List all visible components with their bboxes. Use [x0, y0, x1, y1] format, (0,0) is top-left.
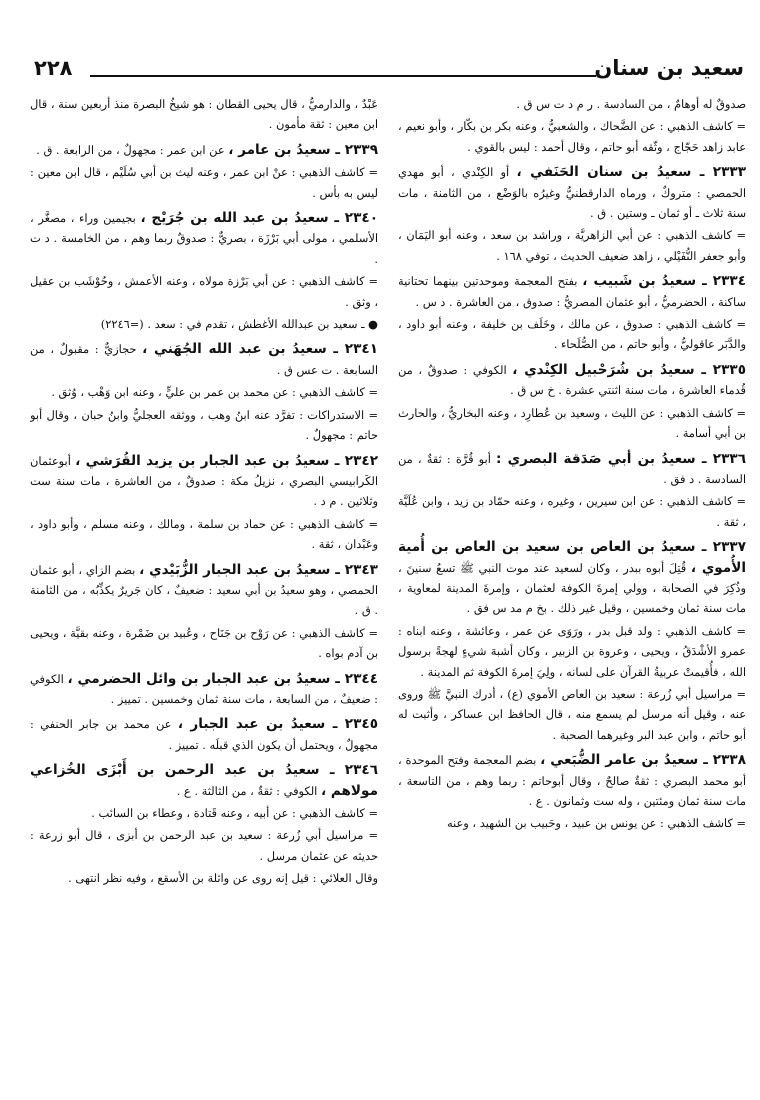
entry-heading: ٢٣٣٦ ـ سعيدُ بن أبي صَدَقة البصري : — [496, 450, 746, 467]
entry-heading: ٢٣٤٥ ـ سعيدُ بن عبد الجبار ، — [177, 716, 378, 733]
entry-text: عن ابن عمر : مجهولٌ ، من الرابعة . ق . — [36, 142, 229, 157]
biography-entry — [30, 451, 378, 512]
biography-entry — [30, 669, 378, 710]
running-title: سعيد بن سنان — [594, 56, 744, 80]
entry-text: أبو قُرَّة : ثقةٌ ، من السادسة . د فق . — [398, 451, 746, 486]
entry-text: بضم الزاي ، أبو عثمان الحمصي ، وهو سعيدُ بن أبي سعيد : ضعيفٌ ، كان جَريرٌ يكذِّبُه ، من الثامنة . ق . — [30, 562, 378, 618]
entry-text: قُتِلَ أبوه ببدر ، وكان لسعيد عند موت النبي ﷺ تسعُ سنينَ ، وذُكِرَ في الصحابة ، وولي إمرةَ الكوفة لعثمان ، وإمرةَ المدينة لمعاوية ، مات سنة ثمان وخمسين ، وقيل غير ذلك . بخ م مد س فق . — [398, 560, 746, 616]
entry-text: بفتح المعجمة وموحدتين بينهما تحتانية ساكنة ، الحضرميُّ ، أبو عثمان المصريُّ : صدوق ، من العاشرة . د س . — [398, 274, 746, 309]
entry-text: الكوفي : صدوقٌ ، من قُدماء العاشرة ، مات سنة اثنتي عشرة . خ س ق . — [398, 362, 746, 398]
commentary-paragraph: = كاشف الذهبي : عن حماد بن سلمة ، ومالك ، وعنه مسلم ، وأبو داود ، وعَبْدان ، ثقة . — [30, 516, 378, 552]
entry-heading: ٢٣٣٥ ـ سعيدُ بن شُرَحْبيل الكِنْدي ، — [512, 361, 746, 378]
commentary-paragraph: ● ـ سعيد بن عبدالله الأغطش ، تقدم في : سعد . (=٢٢٤٦) — [100, 317, 378, 332]
entry-heading: ٢٣٤١ ـ سعيدُ بن عبد الله الجُهَني ، — [142, 341, 378, 358]
biography-entry — [30, 208, 378, 269]
commentary-paragraph: = كاشف الذهبي : عنْ ابن عمر ، وعنه ليث بن أبي سُلَيْم ، قال ابن معين : ليس به بأس . — [30, 165, 378, 200]
right-column — [398, 94, 746, 1091]
left-column — [30, 94, 378, 1091]
entry-heading: ٢٣٤٤ ـ سعيدُ بن عبد الجبار بن وائل الحضرمي ، — [67, 670, 378, 687]
commentary-paragraph: = كاشف الذهبي : عن أبيه ، وعنه قَتادة ، وعطاء بن السائب . — [91, 806, 378, 820]
entry-text: الكوفي : ثقةٌ ، من الثالثة . ع . — [176, 783, 321, 798]
commentary-paragraph: = كاشف الذهبي : عن يونس بن عبيد ، وحَبيب بن الشهيد ، وعنه — [446, 816, 746, 831]
entry-text: عن محمد بن جابر الحنفي : مجهولٌ ، ويحتمل أن يكون الذي قبلَه . تمييز . — [30, 717, 378, 752]
entry-text: أو الكِنْدي ، أبو مهدي الحمصي : متروكٌ ، ورماه الدارقطنيُّ وغيرُه بالوَضْع ، من الثامنة ، مات سنة ثلاث ـ أو ثمان ـ وستين . ق . — [398, 165, 746, 221]
commentary-paragraph: وقال العلائي : قيل إنه روى عن واثلة بن الأسقع ، وفيه نظر انتهى . — [68, 871, 378, 886]
commentary-paragraph: عَبْدٌ ، والدارميُّ ، قال يحيى القطان : هو شيخُ البصرة منذ أربعين سنة ، قال ابن معين : ثقة مأمون . — [30, 97, 378, 132]
entry-heading: ٢٣٣٧ ـ سعيدُ بن العاص بن سعيد بن العاص بن أُمية الأُموي ، — [398, 539, 746, 576]
biography-entry — [30, 760, 378, 801]
header-rule — [90, 75, 596, 77]
commentary-paragraph: = مراسيل أبي زُرعة : سعيد بن عبد الرحمن بن أبزى ، قال أبو زرعة : حديثه عن عثمان مرسل . — [30, 828, 378, 863]
entry-text: بضم المعجمة وفتح الموحدة ، أبو محمد البصري : ثقةٌ صالحٌ ، وقال أبوحاتم : ربما وهم ، من التاسعة ، مات سنة ثمان ومئتين ، وله ست وثمانون . ع . — [398, 753, 746, 808]
entry-text: حجازيٌّ : مقبولٌ ، من السابعة . ت عس ق . — [30, 342, 378, 377]
entry-heading: ٢٣٤٠ ـ سعيدُ بن عبد الله بن جُرَيْج ، — [140, 210, 378, 227]
commentary-paragraph: = الاستدراكات : تفرَّد عنه ابنُ وهب ، ووثقه العجليُّ وابنُ حبان ، وقال أبو حاتم : مجهولٌ . — [30, 407, 378, 443]
entry-heading: ٢٣٣٤ ـ سعيدُ بن شَبيب ، — [582, 273, 746, 290]
page-header — [30, 56, 746, 86]
entry-heading: ٢٣٣٩ ـ سعيدُ بن عامر ، — [228, 141, 378, 158]
entry-heading: ٢٣٣٨ ـ سعيدُ بن عامر الضُّبَعي ، — [540, 752, 746, 769]
biography-entry — [398, 162, 746, 223]
commentary-paragraph: = كاشف الذهبي : عن رَوْح بن جَنَاح ، وعُبيد بن ضَمْرة ، وعنه بقيَّة ، ويحيى بن آدم بواه . — [30, 625, 378, 661]
commentary-paragraph: = كاشف الذهبي : عن الضَّحاك ، والشعبيُّ ، وعنه بكر بن بكّار ، وأبو نعيم ، عابد زاهد حَجّاج ، وثّقه أبو حاتم ، وقال أحمد : ليس بالقوي . — [398, 119, 746, 154]
entry-heading: ٢٣٤٣ ـ سعيدُ بن عبد الجبار الزُّبَيْدي ، — [139, 561, 378, 578]
entry-text: أبوعثمان الكَرابيسي البصري ، نزيلُ مكة : صدوقٌ ، من العاشرة ، مات سنة ست وثلاثين . م د . — [30, 453, 378, 509]
biography-entry — [30, 140, 378, 160]
commentary-paragraph: = مراسيل أبي زُرعة : سعيد بن العاص الأموي (ع) ، أدرك النبيَّ ﷺ وروى عنه ، وقيل أنه مرسل لم يسمع منه ، قال الحافظ ابن عساكر ، وأثبت له أبو حاتم ، وابن عبد البر وغيرهما الصحبة . — [398, 686, 746, 742]
commentary-paragraph: = كاشف الذهبي : صدوق ، عن مالك ، وخَلَف بن خليفة ، وعنه أبو داود ، والدَّبَر عاقوليُّ ، وأبو حاتم ، من الصُّلَحاء . — [398, 317, 746, 352]
entry-text: الكوفي : ضعيفٌ ، من السابعة ، مات سنة ثمان وخمسين . تمييز . — [30, 671, 378, 706]
page-number: ٢٢٨ — [34, 56, 73, 80]
biography-entry — [398, 537, 746, 619]
entry-heading: ٢٣٣٣ ـ سعيدُ بن سنان الحَنَفي ، — [516, 164, 746, 181]
biography-entry — [30, 560, 378, 621]
biography-entry — [398, 750, 746, 811]
commentary-paragraph: = كاشف الذهبي : عن أبي الزاهريَّة ، وراشد بن سعد ، وعنه أبو اليَمَان ، وأبو جعفر النُّفَيْلي ، زاهد ضعيف الحديث ، توفي ١٦٨ . — [398, 228, 746, 263]
entry-text: بجيمين وراء ، مصغَّر ، الأسلمي ، مولى أبي بَرْزَة ، بصريٌّ : صدوقٌ ربما وهم ، من الخامسة . د ت . — [30, 211, 378, 266]
document-page — [30, 56, 746, 1091]
commentary-paragraph: = كاشف الذهبي : عن الليث ، وسعيد بن عُطارِد ، وعنه البخاريُّ ، والحارث بن أبي أسامة . — [398, 405, 746, 441]
biography-entry — [398, 360, 746, 401]
commentary-paragraph: = كاشف الذهبي : عن محمد بن عمر بن عليٍّ ، وعنه ابن وَهْب ، وُثق . — [51, 385, 378, 400]
commentary-paragraph: = كاشف الذهبي : عن ابن سيرين ، وغيره ، وعنه حمّاد بن زيد ، وابن عُلَيَّة ، ثقة . — [398, 494, 746, 529]
commentary-paragraph: = كاشف الذهبي : عن أبي بَرْزة مولاه ، وعنه الأعمش ، وحُوْشَب بن عقيل ، وثق . — [30, 274, 378, 309]
biography-entry — [398, 271, 746, 312]
entry-heading: ٢٣٤٦ ـ سعيدُ بن عبد الرحمن بن أَبْزَى الخُزاعي مولاهم ، — [30, 762, 378, 799]
biography-entry — [30, 339, 378, 380]
entry-heading: ٢٣٤٢ ـ سعيدُ بن عبد الجبار بن يزيد القُرَشي ، — [75, 452, 378, 469]
biography-entry — [30, 714, 378, 755]
biography-entry — [398, 449, 746, 490]
commentary-paragraph: صدوقٌ له أوهامٌ ، من السادسة . ر م د ت س ق . — [516, 97, 746, 111]
commentary-paragraph: = كاشف الذهبي : ولد قبل بدر ، ورَوَى عن عمر ، وعائشة ، وعنه ابناه : عمرو الأشْدَقُ ، ويحيى ، وعروة بن الزبير ، وكان أشبهَ شيءٍ لهجةً برسول الله ، فأُقيمتْ عربيةُ القرآن على لسانه ، ولِيَ إمرةَ الكوفة ثم المدينة . — [398, 623, 746, 679]
